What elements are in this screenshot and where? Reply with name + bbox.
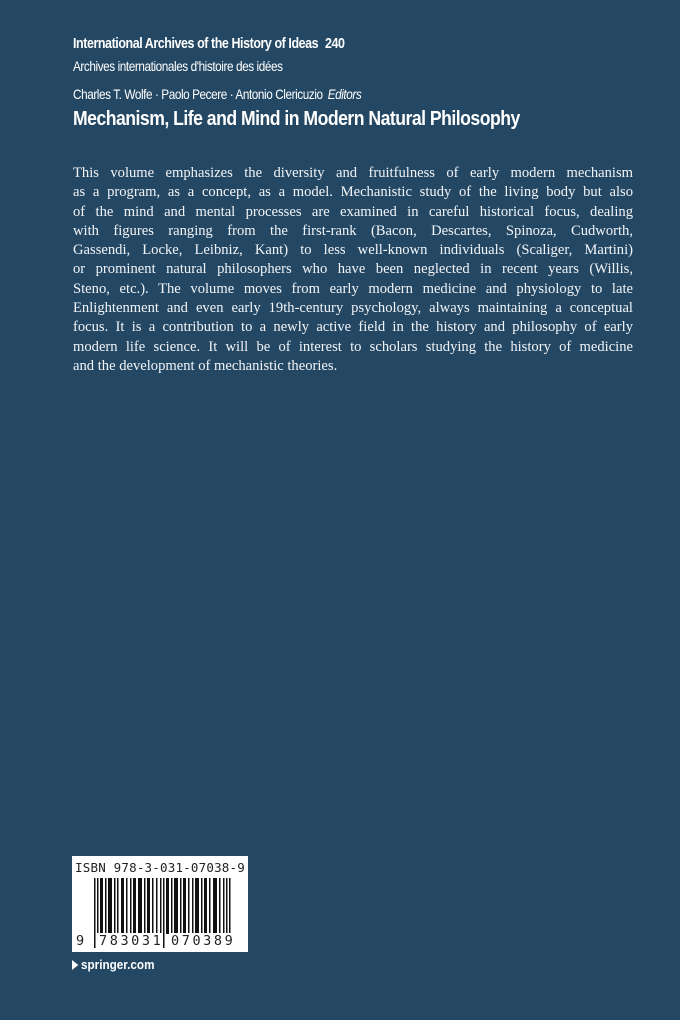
- play-arrow-icon: [72, 960, 78, 970]
- blurb-line: as a program, as a concept, as a model. Mechanistic study of the living body but also: [73, 184, 633, 201]
- book-title: Mechanism, Life and Mind in Modern Natural Philosophy: [73, 107, 520, 130]
- isbn-barcode: [72, 856, 248, 952]
- blurb-line: focus. It is a contribution to a newly active field in the history and philosophy of early: [73, 319, 633, 336]
- blurb-line: This volume emphasizes the diversity and fruitfulness of early modern mechanism: [73, 165, 633, 181]
- blurb-text: [73, 164, 633, 376]
- blurb-line: Enlightenment and even early 19th-century psychology, always maintaining a conceptual: [73, 300, 633, 317]
- editor-names: Charles T. Wolfe · Paolo Pecere · Antonio Clericuzio: [73, 86, 323, 102]
- barcode-digits-left: 783031: [99, 933, 164, 949]
- series-name: International Archives of the History of Ideas: [73, 36, 319, 52]
- isbn-label: ISBN 978-3-031-07038-9: [75, 860, 245, 875]
- blurb-line: with figures ranging from the first-rank (Bacon, Descartes, Spinoza, Cudworth,: [73, 222, 633, 239]
- blurb-line: Steno, etc.). The volume moves from early modern medicine and physiology to late: [73, 280, 633, 297]
- series-subtitle: Archives internationales d'histoire des idées: [73, 58, 283, 74]
- editors-line: [73, 86, 361, 102]
- blurb-line: modern life science. It will be of interest to scholars studying the history of medicine: [73, 338, 633, 355]
- series-title: [73, 36, 345, 52]
- blurb-line: and the development of mechanistic theories.: [73, 357, 338, 374]
- series-volume: 240: [325, 36, 345, 52]
- blurb-line: of the mind and mental processes are examined in careful historical focus, dealing: [73, 203, 633, 220]
- blurb-line: Gassendi, Locke, Leibniz, Kant) to less well-known individuals (Scaliger, Martini): [73, 242, 633, 259]
- editor-role: Editors: [327, 86, 362, 102]
- springer-link-text[interactable]: springer.com: [81, 957, 155, 972]
- barcode-digit-first: 9: [76, 933, 87, 949]
- barcode-digits-right: 070389: [171, 933, 236, 949]
- blurb-line: or prominent natural philosophers who have been neglected in recent years (Willis,: [73, 261, 633, 278]
- springer-link[interactable]: [72, 957, 154, 972]
